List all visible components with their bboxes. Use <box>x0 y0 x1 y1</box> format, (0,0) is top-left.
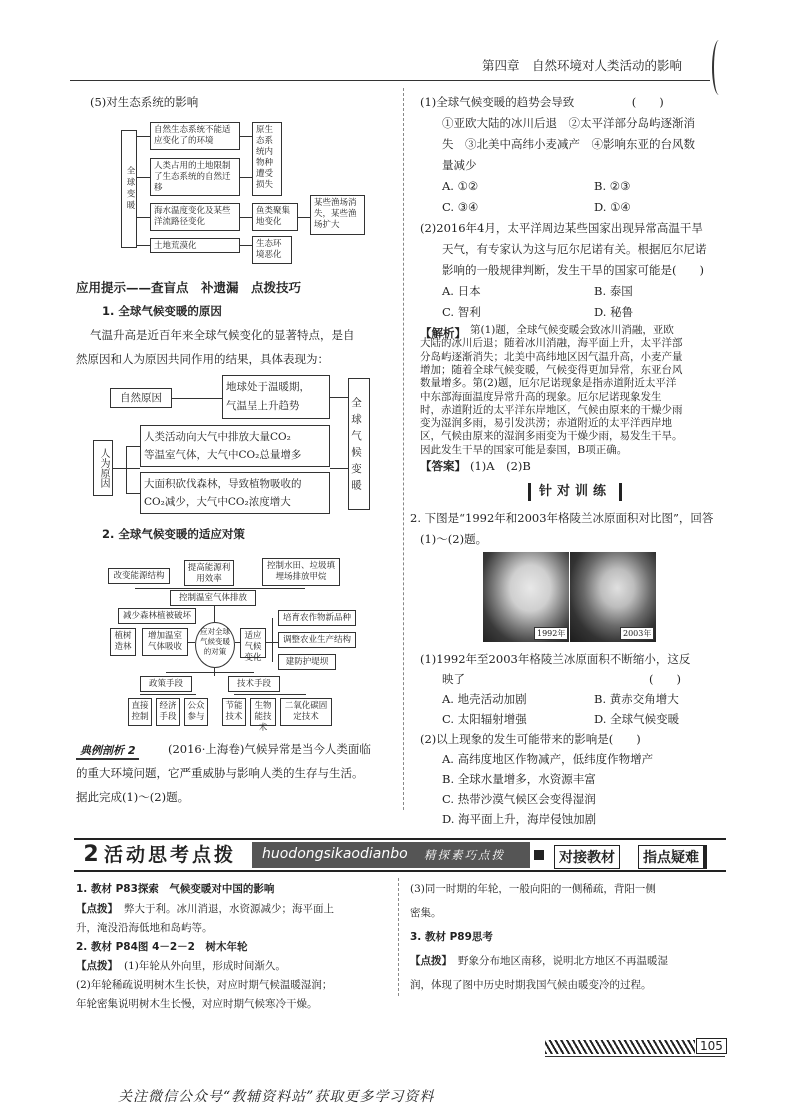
chapter-header: 第四章 自然环境对人类活动的影响 <box>482 58 683 73</box>
human-line-2: 等温室气体，大气中CO₂总量增多 <box>144 449 302 461</box>
b-item-3-line-1: 野象分布地区南移，说明北方地区不再温暖湿 <box>458 955 668 967</box>
adapt-l3: 增加温室气体吸收 <box>142 628 188 656</box>
banner-b2: 指点疑难 <box>638 845 707 869</box>
cause-paragraph-1: 气温升高是近百年来全球气候变化的显著特点，是自 <box>90 328 355 342</box>
adapt-line <box>272 618 273 662</box>
q2-choice-c[interactable]: C. 智利 <box>442 305 481 319</box>
adapt-line <box>235 642 240 643</box>
b-item-3: 3. 教材 P89思考 <box>410 931 493 943</box>
footer-note: 关注微信公众号“教辅资料站”获取更多学习资料 <box>118 1089 435 1105</box>
page-number-rule <box>545 1056 725 1057</box>
analysis-line: 分岛屿逐渐消失；北美中高纬地区因气温升高，小麦产量 <box>420 350 683 363</box>
human-line-1: 人类活动向大气中排放大量CO₂ <box>144 431 291 443</box>
analysis-tag: 【解析】 <box>420 326 466 340</box>
t2-stem: (2)以上现象的发生可能带来的影响是( ) <box>420 732 641 746</box>
eco-line <box>240 245 252 246</box>
header-rule <box>70 80 710 81</box>
cause-heading: 1. 全球气候变暖的原因 <box>102 304 222 318</box>
natural-detail <box>222 375 330 419</box>
label-2003: 2003年 <box>620 627 654 640</box>
eco-line <box>240 177 252 178</box>
t1-stem-1: (1)1992年至2003年格陵兰冰原面积不断缩小，这反 <box>420 652 691 666</box>
q1-options-2: 失 ③北美中高纬小麦减产 ④影响东亚的台风数 <box>442 137 695 151</box>
b-item-2: 2. 教材 P84图 4－2－2 树木年轮 <box>76 941 248 953</box>
eco-line <box>137 217 150 218</box>
eco-root: 全球变暖 <box>121 130 137 248</box>
adapt-l1: 减少森林植被破坏 <box>118 608 196 624</box>
adapt-d3: 公众参与 <box>184 698 208 726</box>
q2-choice-d[interactable]: D. 秘鲁 <box>594 305 634 319</box>
t1-choice-a[interactable]: A. 地壳活动加剧 <box>442 692 527 706</box>
q1-stem: (1)全球气候变暖的趋势会导致 ( ) <box>420 95 664 109</box>
column-divider <box>403 88 404 810</box>
natural-line-2: 气温呈上升趋势 <box>226 400 300 412</box>
human-line-4: CO₂减少，大气中CO₂浓度增大 <box>144 496 291 508</box>
t1-choice-b[interactable]: B. 黄赤交角增大 <box>594 692 679 706</box>
eco-line <box>137 136 150 137</box>
banner-pinyin: huodongsikaodianbo <box>262 846 408 862</box>
q1-choice-c[interactable]: C. ③④ <box>442 200 479 214</box>
adapt-t1: 改变能源结构 <box>108 568 170 584</box>
banner-square-icon <box>534 850 544 860</box>
case-line-3: 据此完成(1)～(2)题。 <box>76 790 190 804</box>
natural-line-1: 地球处于温暖期， <box>226 381 310 393</box>
adapt-r3: 建防护堤坝 <box>278 654 336 670</box>
b-item-2-line-2: (2)年轮稀疏说明树木生长快，对应时期气候温暖湿润； <box>76 979 333 991</box>
banner-title: 活动思考点拨 <box>104 844 237 866</box>
label-1992: 1992年 <box>534 627 568 640</box>
eco-line <box>240 217 252 218</box>
page-number: 105 <box>696 1038 727 1054</box>
analysis-line: 中东部海面温度异常升高的现象。厄尔尼诺现象发生 <box>420 390 662 403</box>
adapt-l2: 植树造林 <box>110 628 136 656</box>
t2-choice-d[interactable]: D. 海平面上升，海岸侵蚀加剧 <box>442 812 597 826</box>
adapt-t3: 控制水田、垃圾填埋场排放甲烷 <box>262 558 340 586</box>
adapt-tech: 技术手段 <box>228 676 280 692</box>
cause-line <box>172 398 222 399</box>
q1-options-1: ①亚欧大陆的冰川后退 ②太平洋部分岛屿逐渐消 <box>442 116 695 130</box>
cause-paragraph-2: 然原因和人为原因共同作用的结果，具体表现为： <box>76 352 329 366</box>
t1-stem-2: 映了 ( ) <box>442 672 681 686</box>
banner-sub: 精探素巧点拨 <box>424 848 505 862</box>
adapt-t2: 提高能源利用效率 <box>184 560 234 586</box>
adapt-d6: 二氧化碳固定技术 <box>280 698 332 726</box>
adapt-r2: 调整农业生产结构 <box>278 632 356 648</box>
natural-cause: 自然原因 <box>110 388 172 408</box>
q2-choice-b[interactable]: B. 泰国 <box>594 284 633 298</box>
eco-line <box>137 245 150 246</box>
b-right-line-1: (3)同一时期的年轮，一般向阳的一侧稀疏，背阳一侧 <box>410 883 656 895</box>
adapt-line <box>188 642 195 643</box>
tips-heading: 应用提示——查盲点 补遗漏 点拨技巧 <box>76 280 302 295</box>
adapt-heading: 2. 全球气候变暖的适应对策 <box>102 527 245 541</box>
human-detail-2 <box>140 472 330 514</box>
analysis-line: 增加；随着全球气候变暖，气候变得更加异常，东亚台风 <box>420 363 683 376</box>
eco-a1: 自然生态系统不能适应变化了的环境 <box>150 122 240 150</box>
answer-tag: 【答案】 <box>420 459 466 473</box>
adapt-d4: 节能技术 <box>222 698 246 726</box>
banner-number: 2 <box>83 842 99 867</box>
analysis-line: 时，赤道附近的太平洋东岸地区，气候由原来的干燥少雨 <box>420 403 683 416</box>
case-line-1: (2016·上海卷)气候异常是当今人类面临 <box>168 742 371 756</box>
q1-choice-a[interactable]: A. ①② <box>442 179 479 193</box>
cause-line <box>126 493 140 494</box>
analysis-line: 大陆的冰川后退；随着冰川消融，海平面上升，太平洋部 <box>420 337 683 350</box>
eco-c3: 某些渔场消失，某些渔场扩大 <box>310 195 365 235</box>
b-right-line-2: 密集。 <box>410 907 442 919</box>
header-bracket <box>712 40 726 95</box>
q2-intro-2: (1)～(2)题。 <box>420 532 488 546</box>
q1-choice-d[interactable]: D. ①④ <box>594 200 631 214</box>
human-detail-1 <box>140 425 330 467</box>
eco-a2: 人类占用的土地限制了生态系统的自然迁移 <box>150 158 240 196</box>
analysis-line: 因此发生干旱的国家可能是泰国，B项正确。 <box>420 443 628 456</box>
adapt-d2: 经济手段 <box>156 698 180 726</box>
cause-line <box>330 397 348 398</box>
eco-b3: 鱼类聚集地变化 <box>252 203 298 231</box>
adapt-line <box>214 606 215 622</box>
adapt-line <box>234 694 306 695</box>
analysis-line: 第(1)题，全球气候变暖会致冰川消融，亚欧 <box>470 324 674 336</box>
eco-line <box>240 136 252 137</box>
adapt-policy: 政策手段 <box>140 676 192 692</box>
b-item-1-line-2: 升，淹没沿海低地和岛屿等。 <box>76 922 213 934</box>
q1-choice-b[interactable]: B. ②③ <box>594 179 631 193</box>
eco-b1: 原生态系统内物种遭受损失 <box>252 122 282 196</box>
adapt-line <box>166 672 254 673</box>
analysis-line: 数量增多。第(2)题，厄尔尼诺现象是指赤道附近太平洋 <box>420 377 677 390</box>
b-item-3-tag: 【点拨】 <box>410 955 452 967</box>
result-box: 全球气候变暖 <box>348 378 370 510</box>
b-item-1-tag: 【点拨】 <box>76 903 118 915</box>
bottom-divider <box>398 878 399 996</box>
adapt-center: 应对全球气候变暖的对策 <box>195 622 235 668</box>
eco-a4: 土地荒漠化 <box>150 238 240 253</box>
t1-choice-d[interactable]: D. 全球气候变暖 <box>594 712 680 726</box>
section-5-title: (5)对生态系统的影响 <box>90 95 199 109</box>
eco-line <box>298 217 310 218</box>
q2-stem-2: 天气，有专家认为这与厄尔尼诺有关。根据厄尔尼诺 <box>442 242 707 256</box>
b-item-2-tag: 【点拨】 <box>76 960 118 972</box>
cause-line <box>126 446 140 447</box>
cause-line <box>126 446 127 493</box>
analysis-line: 变为湿润多雨，易引发洪涝；赤道附近的太平洋西岸地 <box>420 417 672 430</box>
eco-a3: 海水温度变化及某些洋流路径变化 <box>150 203 240 231</box>
analysis-line: 区，气候由原来的湿润多雨变为干燥少雨，易发生干旱。 <box>420 430 683 443</box>
cause-line <box>330 468 348 469</box>
b-item-1-line-1: 弊大于利。冰川消退，水资源减少；海平面上 <box>124 903 334 915</box>
adapt-line <box>135 588 305 589</box>
t2-choice-a[interactable]: A. 高纬度地区作物减产，低纬度作物增产 <box>442 752 654 766</box>
adapt-r1: 培育农作物新品种 <box>278 610 356 626</box>
training-heading: 针对训练 <box>528 483 622 501</box>
human-cause: 人为原因 <box>93 440 113 496</box>
adapt-line <box>140 694 196 695</box>
human-line-3: 大面积砍伐森林，导致植物吸收的 <box>144 478 302 490</box>
b-item-3-line-2: 润，体现了图中历史时期我国气候由暖变冷的过程。 <box>410 979 652 991</box>
case-line-2: 的重大环境问题，它严重威胁与影响人类的生存与生活。 <box>76 766 364 780</box>
case-tag: 典例剖析 2 <box>76 742 139 760</box>
adapt-d1: 直接控制 <box>128 698 152 726</box>
b-item-2-line-3: 年轮密集说明树木生长慢，对应时期气候寒冷干燥。 <box>76 998 318 1010</box>
banner-b1: 对接教材 <box>554 845 620 869</box>
b-item-1: 1. 教材 P83探索 气候变暖对中国的影响 <box>76 883 275 895</box>
eco-b4: 生态环境恶化 <box>252 236 292 264</box>
q2-stem-1: (2)2016年4月，太平洋周边某些国家出现异常高温干旱 <box>420 221 703 235</box>
adapt-d5: 生物能技术 <box>250 698 276 726</box>
q2-stem-3: 影响的一般规律判断，发生干旱的国家可能是( ) <box>442 263 704 277</box>
q1-options-3: 量减少 <box>442 158 477 172</box>
b-item-2-line-1: (1)年轮从外向里，形成时间渐久。 <box>124 960 286 972</box>
t1-choice-c[interactable]: C. 太阳辐射增强 <box>442 712 527 726</box>
adapt-r0: 适应气候变化 <box>240 628 266 658</box>
answer-text: (1)A (2)B <box>470 459 531 473</box>
eco-line <box>137 177 150 178</box>
page-number-hatch <box>545 1040 695 1054</box>
t2-choice-c[interactable]: C. 热带沙漠气候区会变得湿润 <box>442 792 596 806</box>
q2-choice-a[interactable]: A. 日本 <box>442 284 481 298</box>
t2-choice-b[interactable]: B. 全球水量增多，水资源丰富 <box>442 772 596 786</box>
adapt-t4: 控制温室气体排放 <box>170 590 256 606</box>
q2-intro-1: 2. 下图是“1992年和2003年格陵兰冰原面积对比图”，回答 <box>410 511 714 525</box>
